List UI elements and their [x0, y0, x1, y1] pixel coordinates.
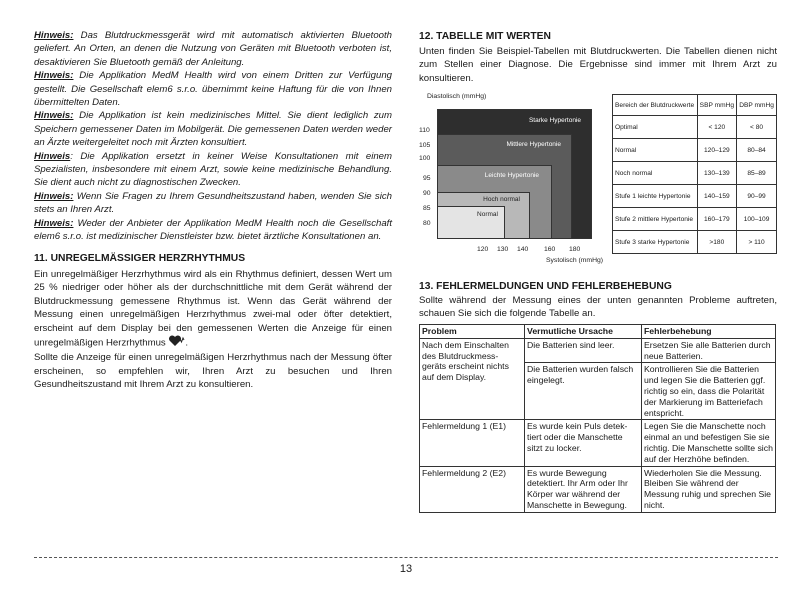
- table-row: [420, 420, 776, 466]
- table-header: SBP mmHg: [697, 95, 737, 116]
- hint-paragraph: [34, 69, 392, 109]
- table-cell: Noch normal: [613, 162, 698, 185]
- section-11-paragraph-2: Sollte die Anzeige für einen unregelmäßigen Herzrhythmus nach der Messung öfter erscheinen, so empfehlen wir, Ihren Arzt zu besuchen und Ihren Gesundheitszustand mit Ihrem Arzt zu konsultieren.: [34, 352, 392, 391]
- table-cell: < 120: [697, 116, 737, 139]
- section-13-title: 13. FEHLERMELDUNGEN UND FEHLERBEHEBUNG: [419, 281, 672, 292]
- table-cell: Ersetzen Sie alle Batterien durch neue Batterien.: [642, 338, 776, 363]
- section-13-text: Sollte während der Messung eines der unten genannten Probleme auftreten, schauen Sie sich die folgende Tabelle an.: [419, 295, 777, 320]
- hint-label: Hinweis: [34, 150, 71, 162]
- hint-label: Hinweis:: [34, 70, 74, 82]
- y-tick: 95: [423, 175, 431, 182]
- table-cell: Fehlermeldung 1 (E1): [420, 420, 525, 466]
- section-11-text: Ein unregelmäßiger Herzrhythmus wird als ein Rhythmus definiert, dessen Wert um 25 % niedriger oder höher als der durchschnittliche mit dem Gerät während der Blutdruckmessung gemessene Rhythmus ist. Wenn das Gerät während der Messung einen unregelmäßigen Herzrhythmus zwei-mal oder öfter detektiert, erscheint auf dem Display bei den gemessenen Werten die Anzeige für einen unregelmäßigen Herzrhythmus: [34, 268, 392, 349]
- y-tick: 110: [419, 127, 430, 134]
- hint-paragraph: [34, 190, 392, 217]
- hint-paragraph: [34, 150, 392, 190]
- table-row: [613, 185, 777, 208]
- table-cell: >180: [697, 231, 737, 254]
- table-cell: 90–99: [737, 185, 777, 208]
- table-header-row: [420, 325, 776, 339]
- page-number: 13: [399, 563, 413, 575]
- section-11-paragraph-1: [34, 268, 392, 351]
- zone-label: Starke Hypertonie: [528, 117, 581, 124]
- hint-text: Weder der Anbieter der Applikation MedM Health noch die Gesellschaft elem6 s.r.o. ist medizinischer Dienstleister bzw. bietet ärztliche Konsultationen an.: [34, 217, 392, 243]
- hint-text: : Die Applikation ersetzt in keiner Weise Konsultationen mit einem Spezialisten, insbesondere mit einem Arzt, sowie keine medizinische Behandlung. Sie dient auch nicht zu diagnostischen Zwecken.: [34, 150, 392, 189]
- table-row: [613, 139, 777, 162]
- table-cell: 80–84: [737, 139, 777, 162]
- zone-label: Mittlere Hypertonie: [506, 141, 561, 148]
- right-column: [419, 31, 777, 510]
- hint-text: Wenn Sie Fragen zu Ihrem Gesundheitszustand haben, wenden Sie sich stets an Ihren Arzt.: [34, 190, 392, 216]
- table-header: Bereich der Blutdruckwerte: [613, 95, 698, 116]
- hint-label: Hinweis:: [34, 110, 74, 122]
- table-cell: 130–139: [697, 162, 737, 185]
- x-tick: 120: [477, 246, 489, 253]
- hint-paragraph: [34, 29, 392, 69]
- table-cell: Die Batterien sind leer.: [525, 338, 642, 363]
- table-cell: Es wurde Bewegung detektiert. Ihr Arm oder Ihr Körper war während der Manschette in Bewegung.: [525, 466, 642, 512]
- table-header: Fehlerbehebung: [642, 325, 776, 339]
- x-tick: 160: [544, 246, 556, 253]
- table-cell: 100–109: [737, 208, 777, 231]
- x-tick: 140: [517, 246, 529, 253]
- table-cell: 140–159: [697, 185, 737, 208]
- irregular-heartbeat-icon: [168, 335, 185, 351]
- hint-label: Hinweis:: [34, 30, 74, 41]
- y-tick: 90: [423, 190, 431, 197]
- table-cell: Wiederholen Sie die Messung. Bleiben Sie während der Messung ruhig und sprechen Sie nicht.: [642, 466, 776, 512]
- hint-paragraph: [34, 217, 392, 244]
- table-row: [420, 466, 776, 512]
- zone-label: Hoch normal: [483, 196, 520, 203]
- table-cell: Normal: [613, 139, 698, 162]
- x-tick: 180: [569, 246, 581, 253]
- table-header: Vermutliche Ursache: [525, 325, 642, 339]
- table-cell: 120–129: [697, 139, 737, 162]
- table-row: [613, 116, 777, 139]
- table-row: [420, 338, 776, 363]
- error-table: [419, 324, 776, 513]
- y-tick: 80: [423, 220, 431, 227]
- table-row: [613, 208, 777, 231]
- blood-pressure-zone-chart: [419, 89, 609, 264]
- section-11-title: 11. UNREGELMÄSSIGER HERZRHYTHMUS: [34, 252, 246, 264]
- table-cell: Stufe 3 starke Hypertonie: [613, 231, 698, 254]
- table-cell: 85–89: [737, 162, 777, 185]
- y-tick: 105: [419, 142, 431, 149]
- table-cell: 160–179: [697, 208, 737, 231]
- table-row: [613, 162, 777, 185]
- table-header: DBP mmHg: [737, 95, 777, 116]
- x-tick: 130: [497, 246, 509, 253]
- hint-text: Die Applikation ist kein medizinisches Mittel. Sie dient lediglich zum Speichern gemessener Daten im Mobilgerät. Die gemessenen Daten werden weder an Ärzte weitergeleitet noch mit Ärzten konsultiert.: [34, 110, 392, 149]
- left-column: [34, 29, 392, 392]
- zone-label: Leichte Hypertonie: [484, 172, 539, 179]
- table-cell: Legen Sie die Manschette noch einmal an und befestigen Sie sie richtig. Die Manschette sollte sich auf der Herzhöhe befinden.: [642, 420, 776, 466]
- table-header-row: [613, 95, 777, 116]
- table-cell: Stufe 2 mittlere Hypertonie: [613, 208, 698, 231]
- chart-x-axis-label: Systolisch (mmHg): [546, 257, 604, 264]
- section-12-text: Unten finden Sie Beispiel-Tabellen mit Blutdruckwerten. Die Tabellen dienen nicht zum Stellen einer Diagnose. Die Ergebnisse sind immer mit Ihrem Arzt zu konsultieren.: [419, 46, 777, 84]
- table-cell: < 80: [737, 116, 777, 139]
- table-row: [613, 231, 777, 254]
- footer-divider: [34, 557, 778, 558]
- hint-text: Die Applikation MedM Health wird von einem Dritten zur Verfügung gestellt. Die Gesellschaft elem6 s.r.o. übernimmt keine Haftung für die von Ihnen übermittelten Daten.: [34, 70, 392, 109]
- blood-pressure-table: [612, 94, 777, 254]
- table-cell: Die Batterien wurden falsch eingelegt.: [525, 363, 642, 420]
- zone-normal: [437, 206, 505, 239]
- table-cell: Stufe 1 leichte Hypertonie: [613, 185, 698, 208]
- hint-label: Hinweis:: [34, 190, 74, 202]
- section-12-title: 12. TABELLE MIT WERTEN: [419, 31, 551, 42]
- zone-label: Normal: [477, 211, 498, 218]
- table-cell: Es wurde kein Puls detek-tiert oder die Manschette sitzt zu locker.: [525, 420, 642, 466]
- hint-label: Hinweis:: [34, 217, 74, 229]
- y-tick: 85: [423, 205, 431, 212]
- table-cell: Kontrollieren Sie die Batterien und legen Sie die Batterien ggf. richtig so ein, dass die Polarität der Markierung im Batteriefach entspricht.: [642, 363, 776, 420]
- hint-paragraph: [34, 109, 392, 149]
- table-cell: Fehlermeldung 2 (E2): [420, 466, 525, 512]
- section-11-text-end: .: [185, 337, 189, 349]
- chart-y-axis-label: Diastolisch (mmHg): [427, 93, 487, 100]
- table-cell: > 110: [737, 231, 777, 254]
- table-header: Problem: [420, 325, 525, 339]
- y-tick: 100: [419, 155, 431, 162]
- table-cell: Nach dem Einschalten des Blutdruckmess-geräts erscheint nichts auf dem Display.: [420, 338, 525, 420]
- table-cell: Optimal: [613, 116, 698, 139]
- hint-text: Das Blutdruckmessgerät wird mit automatisch aktivierten Bluetooth geliefert. An Orten, an denen die Nutzung von Geräten mit Bluetooth verboten ist, desaktivieren Sie Bluetooth gemäß der Anleitung.: [34, 30, 392, 68]
- section-13: [419, 281, 777, 321]
